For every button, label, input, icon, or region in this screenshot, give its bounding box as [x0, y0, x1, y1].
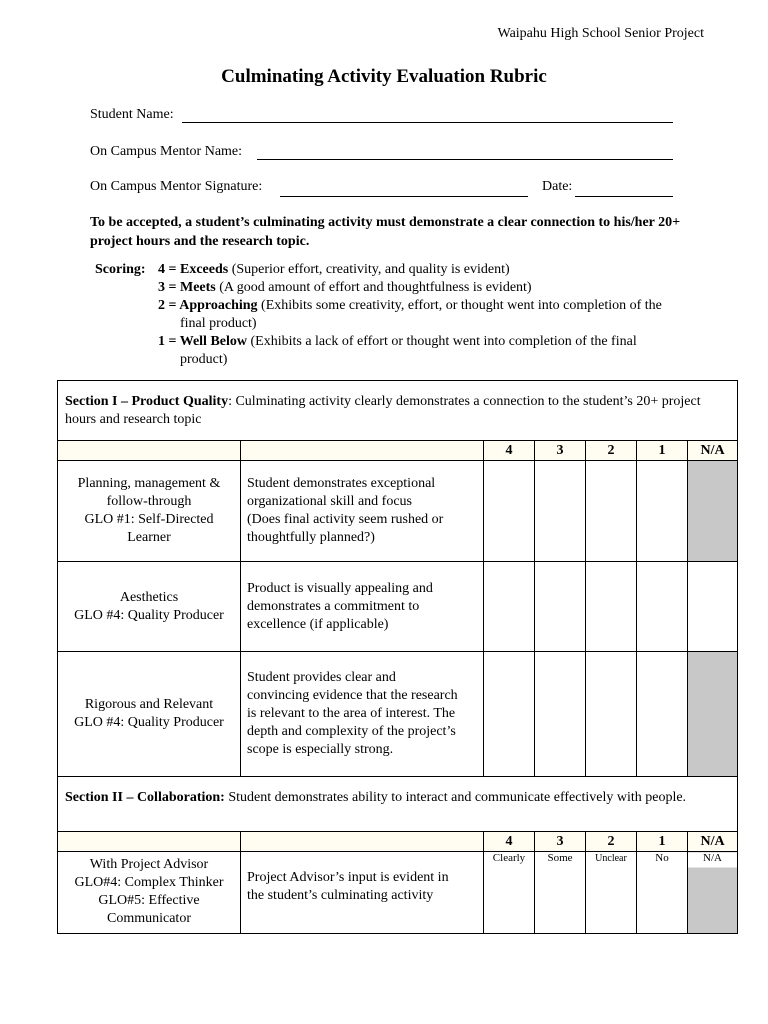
col-2: 2: [586, 832, 637, 852]
mentor-name-label: On Campus Mentor Name:: [90, 144, 243, 159]
criterion: Planning, management & follow-through GLO #1: Self-Directed Learner: [58, 461, 241, 562]
score-cell-na: [688, 461, 738, 562]
score-cell-4[interactable]: [484, 652, 535, 777]
section-1-header: Section I – Product Quality: Culminating activity clearly demonstrates a connection to the student’s 20+ project hours and research topic: [58, 381, 738, 441]
criterion-description: Student provides clear and convincing evidence that the research is relevant to the area of interest. The depth and complexity of the project’s scope is especially strong.: [241, 652, 484, 777]
col-4: 4: [484, 441, 535, 461]
section-2-header: Section II – Collaboration: Student demonstrates ability to interact and communicate effectively with people.: [58, 777, 738, 832]
mentor-signature-line[interactable]: [280, 196, 528, 197]
score-cell-na: [688, 652, 738, 777]
sublabel-some: Some: [547, 852, 573, 864]
school-header: Waipahu High School Senior Project: [497, 26, 704, 41]
score-column-header: [58, 441, 738, 461]
col-3: 3: [535, 832, 586, 852]
mentor-signature-label: On Campus Mentor Signature:: [90, 179, 263, 194]
student-name-line[interactable]: [182, 122, 673, 123]
table-row: [58, 562, 738, 652]
col-2: 2: [586, 441, 637, 461]
col-na: N/A: [688, 441, 738, 461]
student-name-label: Student Name:: [90, 107, 174, 122]
score-level-2: 2 = Approaching (Exhibits some creativity, effort, or thought went into completion of the final product): [158, 298, 662, 331]
criterion-description: Project Advisor’s input is evident in the student’s culminating activity: [241, 852, 484, 934]
sublabel-na: N/A: [703, 852, 722, 864]
score-cell-2[interactable]: [586, 562, 637, 652]
score-cell-na: [688, 852, 738, 934]
score-cell-1[interactable]: [637, 461, 688, 562]
col-na: N/A: [688, 832, 738, 852]
score-level-3: 3 = Meets (A good amount of effort and thoughtfulness is evident): [158, 280, 532, 295]
table-row: [58, 652, 738, 777]
score-cell-1[interactable]: [637, 852, 688, 934]
col-1: 1: [637, 832, 688, 852]
score-cell-3[interactable]: [535, 652, 586, 777]
score-cell-1[interactable]: [637, 652, 688, 777]
scoring-legend: [0, 261, 768, 371]
score-cell-2[interactable]: [586, 652, 637, 777]
score-cell-2[interactable]: [586, 461, 637, 562]
score-cell-3[interactable]: [535, 852, 586, 934]
score-level-1: 1 = Well Below (Exhibits a lack of effort or thought went into completion of the final product): [158, 334, 637, 367]
sublabel-clearly: Clearly: [492, 852, 526, 864]
criterion: Aesthetics GLO #4: Quality Producer: [58, 562, 241, 652]
scoring-label: Scoring:: [95, 262, 146, 277]
score-cell-2[interactable]: [586, 852, 637, 934]
score-cell-3[interactable]: [535, 562, 586, 652]
date-line[interactable]: [575, 196, 673, 197]
date-label: Date:: [542, 179, 573, 194]
score-cell-4[interactable]: [484, 461, 535, 562]
acceptance-statement: To be accepted, a student’s culminating activity must demonstrate a clear connection to his/her 20+ project hours and the research topic.: [90, 215, 681, 249]
criterion: Rigorous and Relevant GLO #4: Quality Producer: [58, 652, 241, 777]
sublabel-unclear: Unclear: [595, 853, 627, 864]
score-cell-na[interactable]: [688, 562, 738, 652]
score-cell-1[interactable]: [637, 562, 688, 652]
rubric-table: [57, 380, 738, 934]
col-4: 4: [484, 832, 535, 852]
criterion: With Project Advisor GLO#4: Complex Thinker GLO#5: Effective Communicator: [58, 852, 241, 934]
table-row: [58, 461, 738, 562]
criterion-description: Product is visually appealing and demonstrates a commitment to excellence (if applicable): [241, 562, 484, 652]
sublabel-no: No: [655, 852, 669, 864]
criterion-description: Student demonstrates exceptional organizational skill and focus (Does final activity seem rushed or thoughtfully planned?): [241, 461, 484, 562]
score-cell-3[interactable]: [535, 461, 586, 562]
score-cell-4[interactable]: [484, 852, 535, 934]
score-level-4: 4 = Exceeds (Superior effort, creativity, and quality is evident): [158, 262, 510, 277]
col-3: 3: [535, 441, 586, 461]
score-column-header: [58, 832, 738, 852]
table-row: [58, 852, 738, 934]
page-title: Culminating Activity Evaluation Rubric: [221, 66, 547, 87]
mentor-name-line[interactable]: [257, 159, 673, 160]
score-cell-4[interactable]: [484, 562, 535, 652]
col-1: 1: [637, 441, 688, 461]
